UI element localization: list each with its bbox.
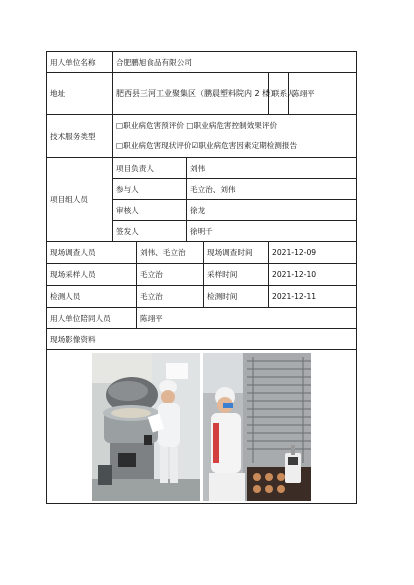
option-control-effect: □职业病危害控制效果评价 (186, 121, 278, 130)
team-role-label: 签发人 (113, 221, 187, 242)
photos-label: 现场影像资料 (47, 329, 357, 350)
team-role-label: 参与人 (113, 179, 187, 200)
site-photo-mixer (92, 353, 200, 501)
team-label: 项目组人员 (47, 158, 113, 242)
service-type-row (47, 115, 357, 158)
team-role-value: 徐龙 (187, 200, 357, 221)
address-row (47, 73, 357, 115)
team-role-value: 徐明千 (187, 221, 357, 242)
testing-staff-value: 毛立治 (137, 286, 204, 308)
sampling-row (47, 264, 357, 286)
sampling-time-value: 2021-12-10 (269, 264, 357, 286)
address-value: 肥西县三河工业聚集区（鹏晨塑料院内 2 楼） (113, 73, 269, 115)
sampling-time-label: 采样时间 (204, 264, 269, 286)
survey-row (47, 242, 357, 264)
testing-time-label: 检测时间 (204, 286, 269, 308)
employer-value: 合肥鹏旭食品有限公司 (113, 52, 357, 73)
team-role-value: 毛立治、刘伟 (187, 179, 357, 200)
sampling-staff-value: 毛立治 (137, 264, 204, 286)
contact-value: 陈翊平 (289, 73, 357, 115)
team-role-label: 审核人 (113, 200, 187, 221)
project-info-table (46, 51, 357, 504)
employer-label: 用人单位名称 (47, 52, 113, 73)
photo-strip (47, 353, 356, 501)
escort-value: 陈翊平 (137, 308, 357, 329)
team-role-value: 刘伟 (187, 158, 357, 179)
photos-row (47, 350, 357, 504)
survey-time-label: 现场调查时间 (204, 242, 269, 264)
photos-label-row (47, 329, 357, 350)
testing-staff-label: 检测人员 (47, 286, 137, 308)
team-row-lead (47, 158, 357, 179)
escort-label: 用人单位陪同人员 (47, 308, 137, 329)
survey-staff-value: 刘伟、毛立治 (137, 242, 204, 264)
option-periodic-testing: ☑职业病危害因素定期检测报告 (191, 141, 298, 150)
employer-row (47, 52, 357, 73)
address-label: 地址 (47, 73, 113, 115)
option-status-assessment: □职业病危害现状评价 (116, 141, 192, 150)
service-type-options (113, 115, 357, 158)
contact-label: 联系人 (269, 73, 289, 115)
testing-time-value: 2021-12-11 (269, 286, 357, 308)
testing-row (47, 286, 357, 308)
photos-cell (47, 350, 357, 504)
service-type-label: 技术服务类型 (47, 115, 113, 158)
option-pre-assessment: □职业病危害预评价 (116, 121, 184, 130)
sampling-staff-label: 现场采样人员 (47, 264, 137, 286)
escort-row (47, 308, 357, 329)
site-photo-oven-racks (203, 353, 311, 501)
survey-time-value: 2021-12-09 (269, 242, 357, 264)
survey-staff-label: 现场调查人员 (47, 242, 137, 264)
team-role-label: 项目负责人 (113, 158, 187, 179)
